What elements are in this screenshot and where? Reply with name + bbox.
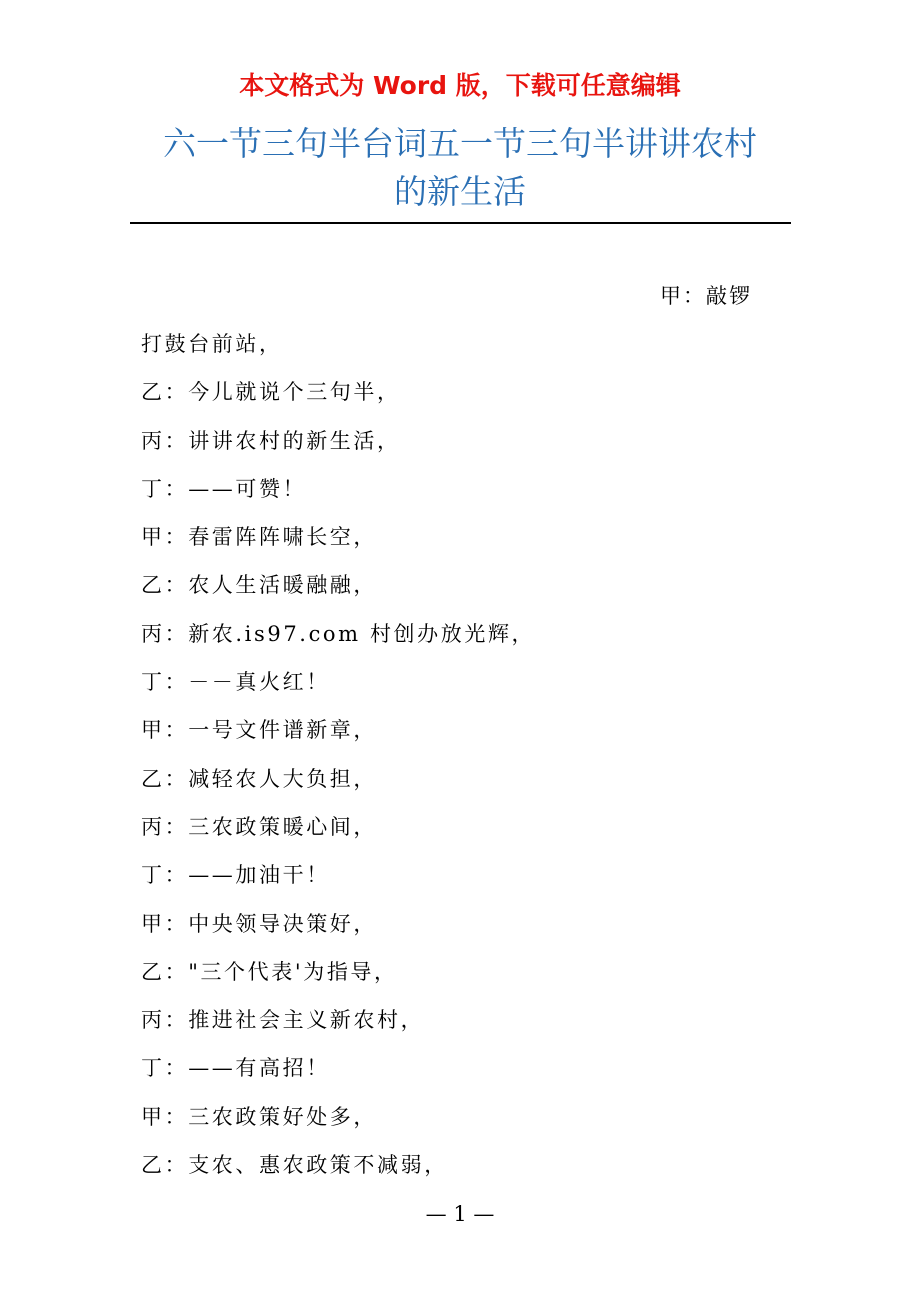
script-line: 乙：减轻农人大负担， xyxy=(141,766,377,791)
script-line: 乙：支农、惠农政策不减弱， xyxy=(141,1153,448,1178)
script-line: 丁：——可赞！ xyxy=(141,476,307,501)
download-notice: 本文格式为 Word 版，下载可任意编辑 xyxy=(239,71,681,100)
script-line: 甲：三农政策好处多， xyxy=(141,1104,377,1129)
script-line: 丙：新农.is97.com 村创办放光辉， xyxy=(141,621,536,646)
script-lines xyxy=(141,327,535,1196)
script-line: 甲：中央领导决策好， xyxy=(141,911,377,936)
document-title xyxy=(130,120,790,216)
script-line: 丁：——加油干！ xyxy=(141,863,330,888)
title-line-1: 六一节三句半台词五一节三句半讲讲农村 xyxy=(163,124,757,163)
script-line: 打鼓台前站， xyxy=(141,332,283,356)
script-line: 乙：今儿就说个三句半， xyxy=(141,380,401,405)
title-line-2: 的新生活 xyxy=(394,172,526,211)
script-line: 甲：春雷阵阵啸长空， xyxy=(141,525,377,550)
title-divider xyxy=(130,222,791,224)
script-line: 丙：推进社会主义新农村， xyxy=(141,1008,425,1033)
signoff-line: 甲：敲锣 xyxy=(660,284,752,308)
script-line: 丁：——有高招！ xyxy=(141,1056,330,1081)
script-line: 丙：三农政策暖心间， xyxy=(141,814,377,839)
script-line: 乙：农人生活暖融融， xyxy=(141,573,377,598)
script-line: 乙："三个代表'为指导， xyxy=(141,959,398,984)
script-line: 丁：－－真火红！ xyxy=(141,670,330,695)
script-line: 丙：讲讲农村的新生活， xyxy=(141,428,401,453)
script-line: 甲：一号文件谱新章， xyxy=(141,718,377,743)
page-number: — 1 — xyxy=(425,1202,495,1226)
